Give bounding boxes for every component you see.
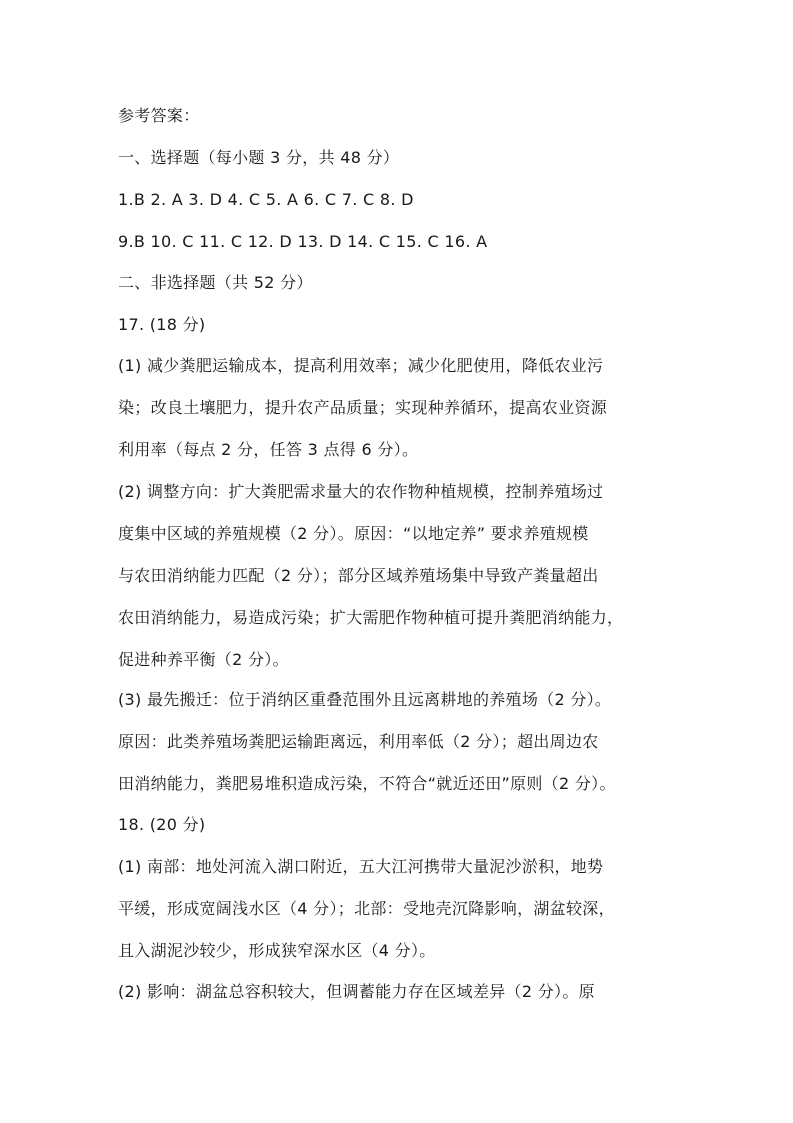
q17-part3-line1: (3) 最先搬迁：位于消纳区重叠范围外且远离耕地的养殖场（2 分）。 [118, 690, 612, 709]
q17-part2-line3: 与农田消纳能力匹配（2 分）；部分区域养殖场集中导致产粪量超出 [118, 566, 599, 585]
question-18-heading: 18. (20 分) [118, 815, 206, 834]
question-17-heading: 17. (18 分) [118, 315, 206, 334]
q17-part2-line4: 农田消纳能力，易造成污染；扩大需肥作物种植可提升粪肥消纳能力， [118, 608, 624, 627]
q17-part1-line1: (1) 减少粪肥运输成本，提高利用效率；减少化肥使用，降低农业污 [118, 356, 604, 375]
q18-part1-line1: (1) 南部：地处河流入湖口附近，五大江河携带大量泥沙淤积，地势 [118, 857, 604, 876]
q17-part2-line2: 度集中区域的养殖规模（2 分）。原因：“以地定养” 要求养殖规模 [118, 524, 589, 543]
q18-part1-line2: 平缓，形成宽阔浅水区（4 分）；北部：受地壳沉降影响，湖盆较深， [118, 899, 615, 918]
answer-heading: 参考答案： [118, 106, 200, 125]
q17-part2-line1: (2) 调整方向：扩大粪肥需求量大的农作物种植规模，控制养殖场过 [118, 482, 604, 501]
q17-part1-line3: 利用率（每点 2 分，任答 3 点得 6 分）。 [118, 440, 419, 459]
mc-answers-row-2: 9.B 10. C 11. C 12. D 13. D 14. C 15. C 16. A [118, 232, 488, 251]
section-two-heading: 二、非选择题（共 52 分） [118, 273, 313, 292]
q17-part2-line5: 促进种养平衡（2 分）。 [118, 650, 289, 669]
q17-part3-line2: 原因：此类养殖场粪肥运输距离远，利用率低（2 分）；超出周边农 [118, 732, 599, 751]
q18-part1-line3: 且入湖泥沙较少，形成狭窄深水区（4 分）。 [118, 941, 436, 960]
section-one-heading: 一、选择题（每小题 3 分，共 48 分） [118, 148, 400, 167]
q17-part1-line2: 染；改良土壤肥力，提升农产品质量；实现种养循环，提高农业资源 [118, 398, 608, 417]
q17-part3-line3: 田消纳能力，粪肥易堆积造成污染，不符合“就近还田”原则（2 分）。 [118, 774, 616, 793]
mc-answers-row-1: 1.B 2. A 3. D 4. C 5. A 6. C 7. C 8. D [118, 190, 414, 209]
q18-part2-line1: (2) 影响：湖盆总容积较大，但调蓄能力存在区域差异（2 分）。原 [118, 982, 595, 1001]
